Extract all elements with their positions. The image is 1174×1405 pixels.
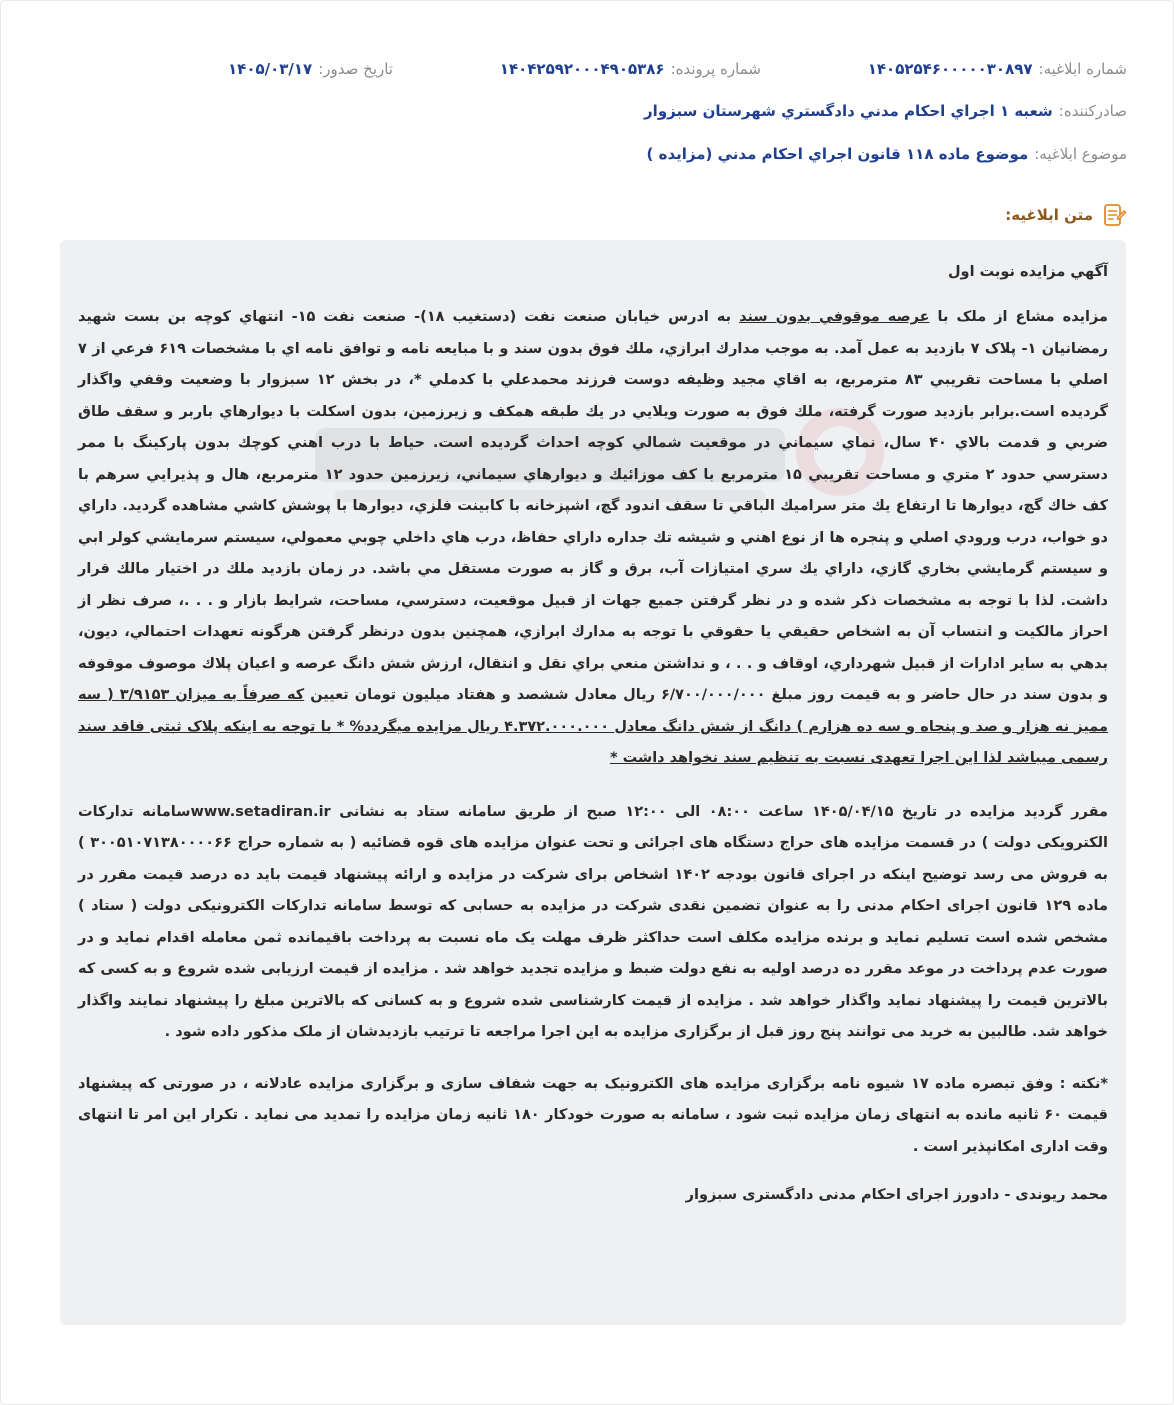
notice-title: آگهي مزايده نوبت اول xyxy=(947,264,1108,280)
file-number-value: ۱۴۰۴۲۵۹۲۰۰۰۴۹۰۵۳۸۶ xyxy=(499,60,665,78)
notice-paragraph-note: *نکته : وفق تبصره ماده ۱۷ شيوه نامه برگزاری مزايده های الکترونيک به جهت شفاف سازی و برگزاری مزايده عادلانه ، در صورتی که پيشنهاد قيمت ۶۰ ثانيه مانده به انتهای زمان مزايده ثبت شود ، سامانه به صورت خودکار ۱۸۰ ثانيه زمان مزايده را تمديد می نمايد . تکرار اين امر تا انتهای وقت اداری امکانپذير است . xyxy=(78,1075,1108,1155)
paragraph-text: مزايده مشاع از ملک با xyxy=(929,309,1108,325)
notice-text-heading xyxy=(1005,202,1127,228)
issue-date-label: تاریخ صدور: xyxy=(318,60,393,78)
issue-date xyxy=(228,58,393,80)
document-text-icon xyxy=(1101,202,1127,228)
issuer-label: صادرکننده: xyxy=(1058,102,1127,120)
issue-date-value: ۱۴۰۵/۰۳/۱۷ xyxy=(228,60,313,78)
issuer xyxy=(644,100,1127,122)
notice-meta-row xyxy=(228,58,1127,80)
signature: محمد ريوندی - دادورز اجرای احکام مدنی دادگستری سبزوار xyxy=(685,1187,1108,1203)
paragraph-text-underlined: عرصه موقوفي بدون سند xyxy=(739,309,930,325)
paragraph-text-underlined: كه صرفاً به ميزان ۳/۹۱۵۳ ( سه مميز نه هزار و صد و پنجاه و سه ده هزارم ) دانگ از شش دانگ معادل ۴.۳۷۲.۰۰۰.۰۰۰ ريال مزايده ميگردد% * با توجه به اينکه پلاک ثبتی فاقد سند رسمی ميباشد لذا اين اجرا تعهدی نسبت به تنظيم سند نخواهد داشت * xyxy=(78,687,1109,766)
file-number xyxy=(500,58,761,80)
subject-value: موضوع ماده ۱۱۸ قانون اجراي احکام مدني (مزايده ) xyxy=(646,145,1029,163)
notice-number xyxy=(868,58,1127,80)
issuer-value: شعبه ۱ اجراي احکام مدني دادگستري شهرستان سبزوار xyxy=(644,102,1053,120)
file-number-label: شماره پرونده: xyxy=(670,60,761,78)
notice-text-heading-label: متن ابلاغيه: xyxy=(1005,206,1093,224)
notice-subject xyxy=(647,143,1127,165)
notice-number-value: ۱۴۰۵۲۵۴۶۰۰۰۰۰۳۰۸۹۷ xyxy=(867,60,1033,78)
subject-label: موضوع ابلاغيه: xyxy=(1034,145,1127,163)
notice-number-label: شماره ابلاغيه: xyxy=(1038,60,1127,78)
notice-body xyxy=(60,240,1126,1325)
notice-paragraph-property xyxy=(78,302,1108,775)
notice-paragraph-auction: مقرر گرديد مزايده در تاريخ ۱۴۰۵/۰۴/۱۵ ساعت ۰۸:۰۰ الی ۱۲:۰۰ صبح از طريق سامانه ستاد به نشانی www.setadiran.irسامانه تدارکات الکترويکی دولت ) در قسمت مزايده های حراج دستگاه های اجرائی و تحت عنوان مزايده های قوه قضائيه ( به شماره حراج ۳۰۰۵۱۰۷۱۳۸۰۰۰۰۶۶ ) به فروش می رسد توضيح اينکه در اجرای قانون بودجه ۱۴۰۲ اشخاص برای شرکت در مزايده و ارائه پيشنهاد قيمت بايد ده درصد قيمت مقرر در ماده ۱۲۹ قانون اجرای احکام مدنی را به عنوان تضمين نقدی شرکت در مزايده به حسابی که توسط سامانه تدارکات الکترونيکی دولت ( ستاد ) مشخص شده است تسليم نمايد و برنده مزايده مکلف است حداکثر ظرف مهلت يک ماه نسبت به پرداخت باقيمانده ثمن معامله اقدام نمايد و در صورت عدم پرداخت در موعد مقرر ده درصد اوليه به نفع دولت ضبط و مزايده تجديد خواهد شد . مزايده از قيمت ارزيابی شده شروع و به کسی که بالاترين قيمت را پيشنهاد نمايد واگذار خواهد شد . مزايده از قيمت کارشناسی شده شروع و به کسانی که بالاترين مبلغ را پيشنهاد نمايند واگذار خواهد شد. طالبين به خريد می توانند پنج روز قبل از برگزاری مزايده به اين اجرا مراجعه تا ترتيب بازديدشان از ملک مذکور داده شود . xyxy=(78,803,1109,1040)
paragraph-text: به ادرس خيابان صنعت نفت (دستغيب ۱۸)- صنعت نفت ۱۵- انتهاي کوچه بن بست شهيد رمضانيان ۱- پلاک ۷ بازديد به عمل آمد. به موجب مدارك ابرازي، ملك فوق بدون سند و با مبايعه نامه و توافق نامه اي با مشخصات ۶۱۹ فرعي از ۷ اصلي با مساحت تقريبي ۸۳ مترمربع، به اقاي مجيد وظيفه دوست فرزند محمدعلي با كدملي *، در بخش ۱۲ سبزوار با وضعيت وقفي واگذار گرديده است.برابر بازديد صورت گرفته، ملك فوق به صورت ويلايي در يك طبقه همكف و زيرزمين، بدون اسكلت با ديوارهاي باربر و سقف طاق ضربي و قدمت بالاي ۴۰ سال، نماي سيماني در موقعيت شمالي كوچه احداث گرديده است. حياط با درب اهني كوچك بدون پاركينگ با ممر دسترسي حدود ۲ متري و مساحت تقريبي ۱۵ مترمربع با كف موزائيك و ديوارهاي سيماني، زيرزمين حدود ۱۲ مترمربع، هال و پذيرايي سرهم با كف خاك گچ، ديوارها تا ارتفاع يك متر سراميك الباقي تا سقف اندود گچ، اشپزخانه با كابينت فلزي، ديوارها با پوشش كاشي مشاهده گرديد. داراي دو خواب، درب ورودي اصلي و پنجره ها از نوع اهني و شيشه تك جداره داراي حفاظ، درب هاي داخلي چوبي معمولي، سيستم سرمايشي كولر ابي و سيستم گرمايشي بخاري گازي، داراي يك سري امتيازات آب، برق و گاز به صورت مستقل مي باشد. در زمان بازديد ملك در اختيار مالك قرار داشت. لذا با توجه به مشخصات ذكر شده و در نظر گرفتن جميع جهات از قبيل موقعيت، دسترسي، مساحت، شرايط بازار و . . .، صرف نظر از احراز مالكيت و انتساب آن به اشخاص حقيقي يا حقوقي با توجه به مدارك ابرازي، همچنين بدون درنظر گرفتن هرگونه تعهدات احتمالي، ديون، بدهي به ساير ادارات از قبيل شهرداري، اوقاف و . . ، و نداشتن منعي براي نقل و انتقال، ارزش شش دانگ عرصه و اعيان پلاك موصوف موقوفه و بدون سند در حال حاضر و به قيمت روز مبلغ ۶/۷۰۰/۰۰۰/۰۰۰ ريال معادل ششصد و هفتاد ميليون تومان تعيين xyxy=(78,309,1108,703)
